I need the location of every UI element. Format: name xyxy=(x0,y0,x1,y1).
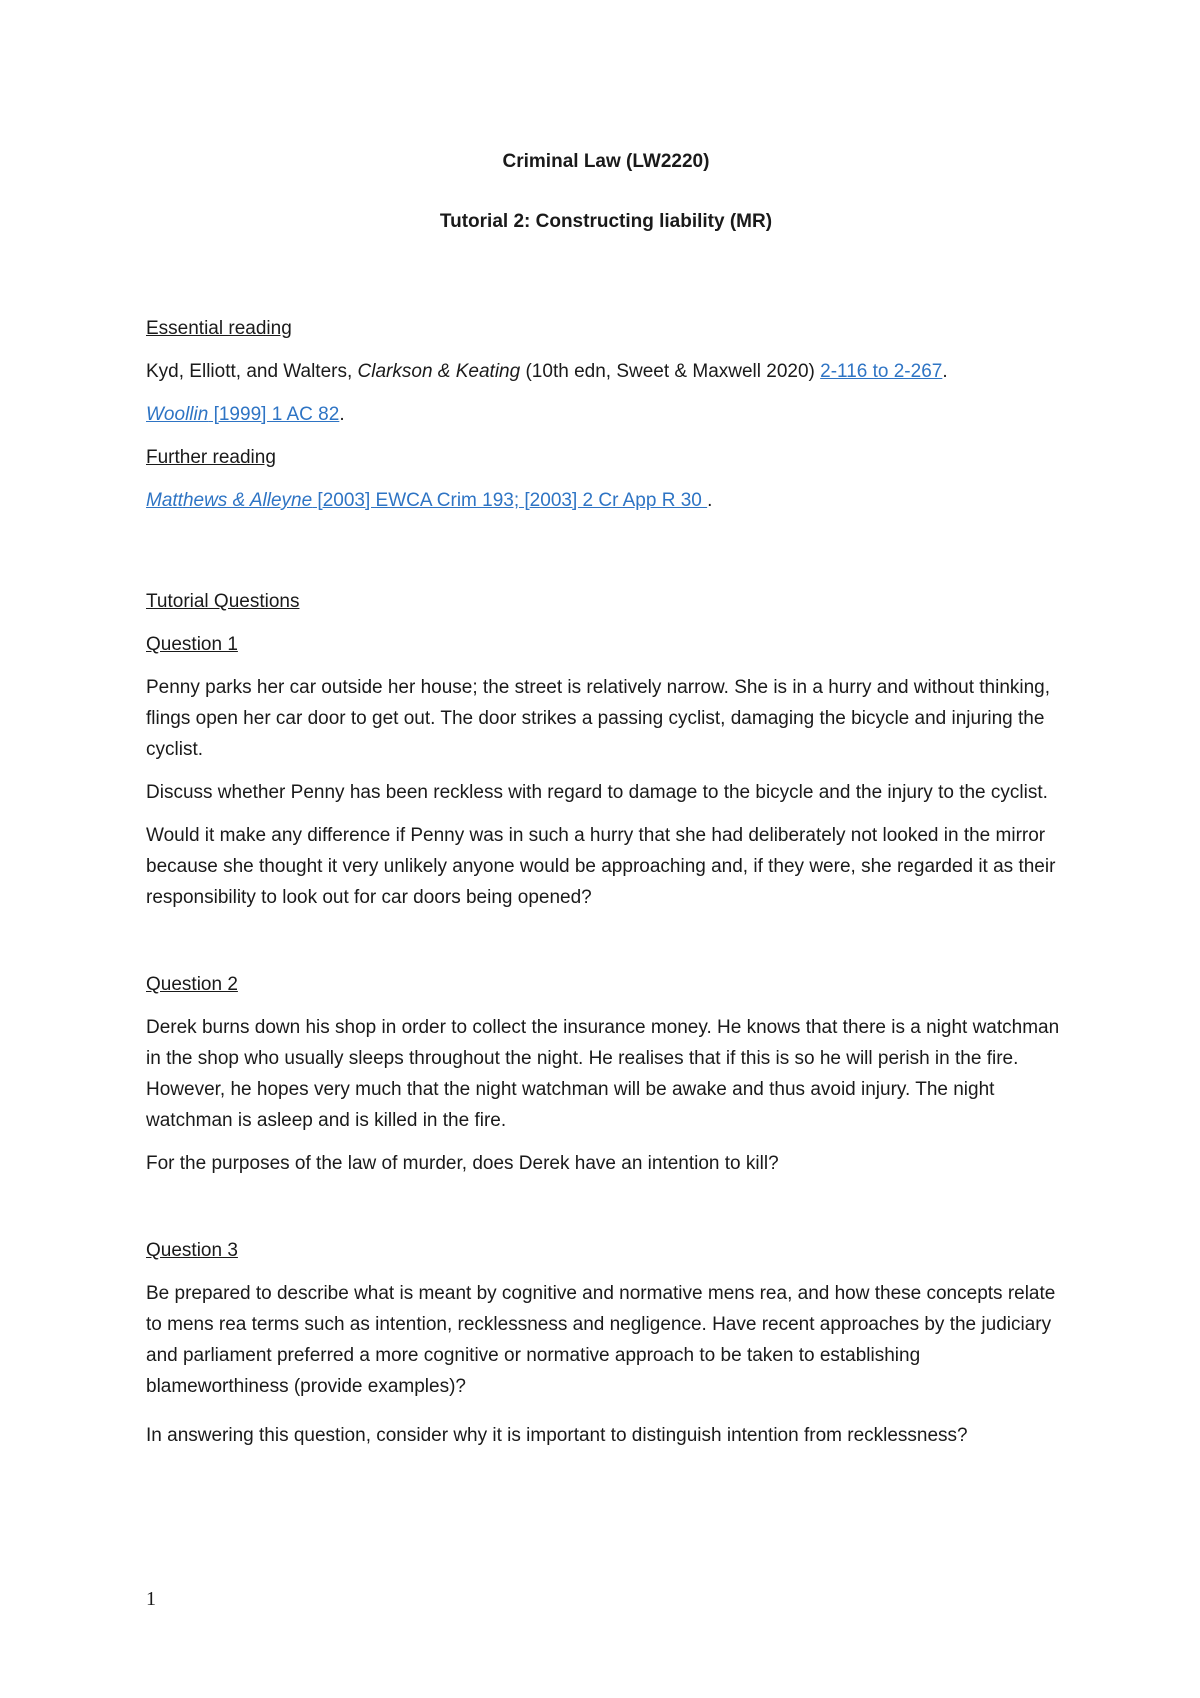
question-3-heading: Question 3 xyxy=(146,1240,238,1261)
page-number: 1 xyxy=(146,1588,156,1610)
question-1-paragraph-3: Would it make any difference if Penny was in such a hurry that she had deliberately not looked in the mirror because she thought it very unlikely anyone would be approaching and, if they were, she regarded it as their responsibility to look out for car doors being opened? xyxy=(146,825,1056,908)
question-1-paragraph-1: Penny parks her car outside her house; the street is relatively narrow. She is in a hurry and without thinking, flings open her car door to get out. The door strikes a passing cyclist, damaging the bicycle and injuring the cyclist. xyxy=(146,677,1051,760)
question-3-paragraph-1: Be prepared to describe what is meant by cognitive and normative mens rea, and how these concepts relate to mens rea terms such as intention, recklessness and negligence. Have recent approaches by the judiciary and parliament preferred a more cognitive or normative approach to be taken to establishing blameworthiness (provide examples)? xyxy=(146,1283,1056,1397)
essential-end: . xyxy=(942,361,948,382)
question-2-heading: Question 2 xyxy=(146,974,238,995)
question-1-heading: Question 1 xyxy=(146,634,238,655)
tutorial-title: Tutorial 2: Constructing liability (MR) xyxy=(439,211,773,232)
matthews-citation-link[interactable]: [2003] EWCA Crim 193; [2003] 2 Cr App R 30 xyxy=(312,490,708,511)
question-1-paragraph-2: Discuss whether Penny has been reckless with regard to damage to the bicycle and the injury to the cyclist. xyxy=(146,782,1048,803)
essential-reading-heading: Essential reading xyxy=(146,318,292,339)
course-title: Criminal Law (LW2220) xyxy=(502,151,710,172)
essential-edition: (10th edn, Sweet & Maxwell 2020) xyxy=(520,361,821,382)
essential-book-title: Clarkson & Keating xyxy=(357,361,521,382)
woollin-citation-link[interactable]: [1999] 1 AC 82 xyxy=(208,404,340,425)
document-body xyxy=(146,146,1066,1451)
essential-pages-link[interactable]: 2-116 to 2-267 xyxy=(820,361,943,382)
question-3-paragraph-2: In answering this question, consider why it is important to distinguish intention from recklessness? xyxy=(146,1425,968,1446)
matthews-end: . xyxy=(707,490,713,511)
tutorial-questions-heading: Tutorial Questions xyxy=(146,591,300,612)
essential-authors: Kyd, Elliott, and Walters, xyxy=(146,361,358,382)
further-reading-heading: Further reading xyxy=(146,447,276,468)
matthews-entry xyxy=(146,485,1066,516)
woollin-entry xyxy=(146,399,1066,430)
essential-reading-entry xyxy=(146,356,1066,387)
woollin-end: . xyxy=(339,404,345,425)
question-2-paragraph-2: For the purposes of the law of murder, does Derek have an intention to kill? xyxy=(146,1153,779,1174)
matthews-case-link[interactable]: Matthews & Alleyne xyxy=(146,490,313,511)
woollin-case-link[interactable]: Woollin xyxy=(146,404,209,425)
question-2-paragraph-1: Derek burns down his shop in order to collect the insurance money. He knows that there is a night watchman in the shop who usually sleeps throughout the night. He realises that if this is so he will perish in the fire. However, he hopes very much that the night watchman will be awake and thus avoid injury. The night watchman is asleep and is killed in the fire. xyxy=(146,1017,1060,1131)
